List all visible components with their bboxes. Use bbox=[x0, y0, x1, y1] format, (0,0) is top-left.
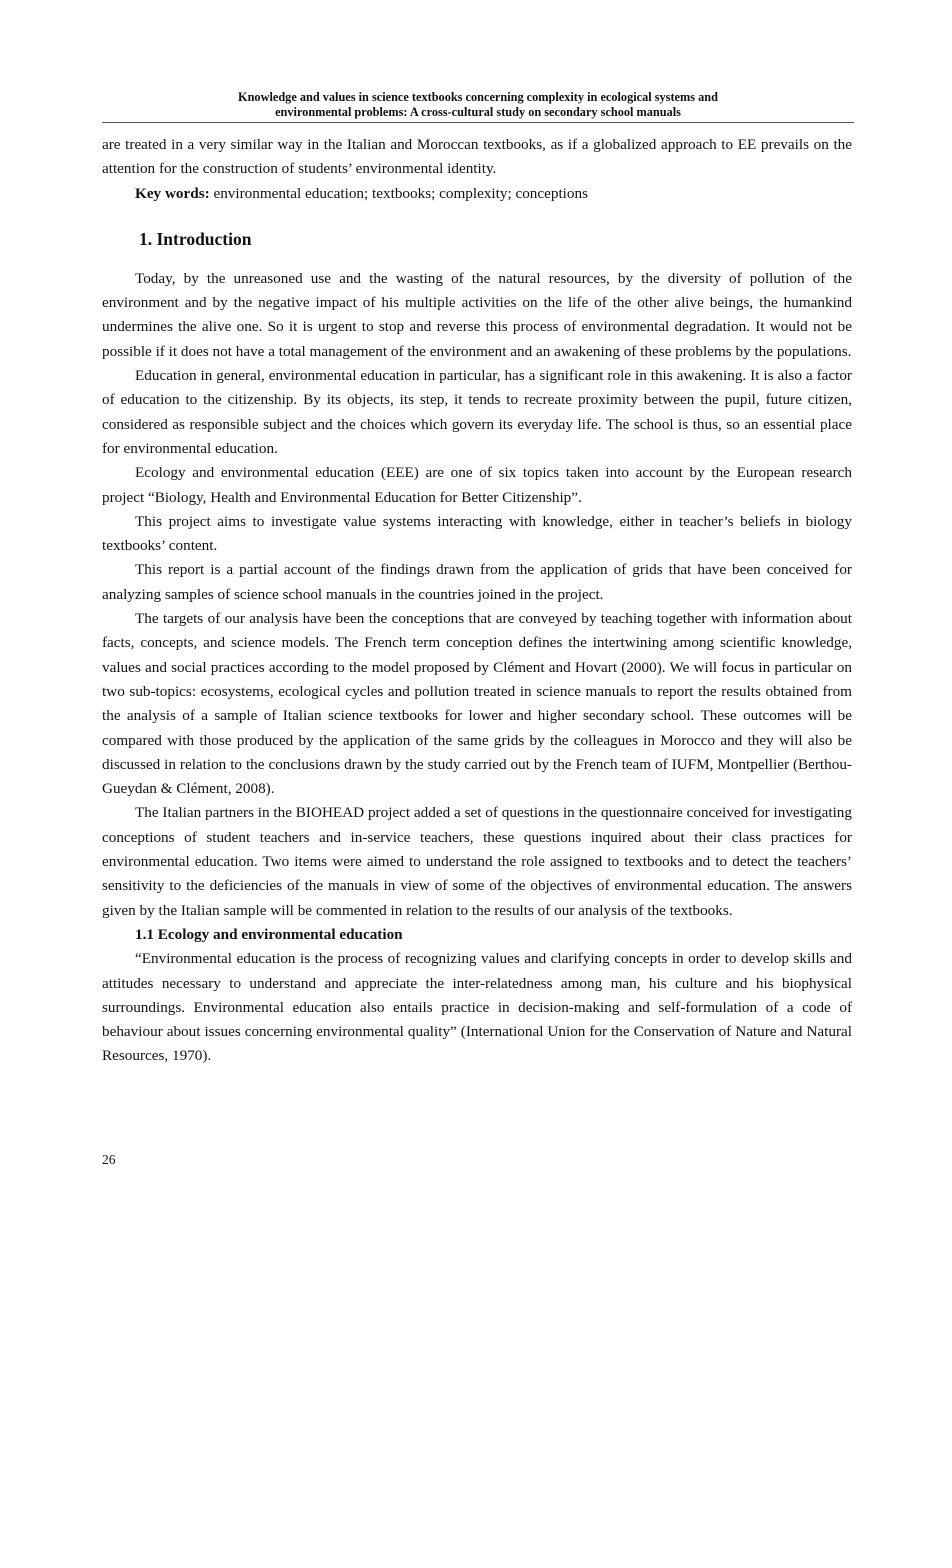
quote-paragraph: “Environmental education is the process of recognizing values and clarifying concepts in order to develop skills and attitudes necessary to understand and appreciate the inter-relatedness among man, his culture and his biophysical surroundings. Environmental education also entails practice in decision-making and self-formulation of a code of behaviour about issues concerning environmental quality” (International Union for the Conservation of Nature and Natural Resources, 1970). bbox=[102, 950, 852, 1065]
running-header bbox=[102, 90, 854, 120]
paragraph: Today, by the unreasoned use and the wasting of the natural resources, by the diversity of pollution of the environment and by the negative impact of his multiple activities on the life of the other alive beings, the humankind undermines the alive one. So it is urgent to stop and reverse this process of environmental degradation. It would not be possible if it does not have a total management of the environment and an awakening of these problems by the populations. bbox=[102, 269, 852, 360]
paragraph: This project aims to investigate value systems interacting with knowledge, either in teacher’s beliefs in biology textbooks’ content. bbox=[102, 512, 852, 555]
subsection-heading: 1.1 Ecology and environmental education bbox=[135, 925, 403, 943]
running-header-line-1: Knowledge and values in science textbooks concerning complexity in ecological systems and bbox=[238, 90, 718, 104]
page-body bbox=[102, 133, 852, 1069]
section-heading: 1. Introduction bbox=[139, 228, 252, 249]
header-divider bbox=[102, 122, 854, 123]
paragraph: Ecology and environmental education (EEE) are one of six topics taken into account by the European research project “Biology, Health and Environmental Education for Better Citizenship”. bbox=[102, 464, 852, 506]
paragraph: Education in general, environmental education in particular, has a significant role in this awakening. It is also a factor of education to the citizenship. By its objects, its step, it tends to recreate proximity between the pupil, future citizen, considered as responsible subject and the choices which govern its everyday life. The school is thus, so an essential place for environmental education. bbox=[102, 367, 852, 457]
page-number: 26 bbox=[102, 1152, 116, 1167]
keywords-label: Key words: bbox=[135, 184, 210, 202]
paragraph: The targets of our analysis have been the conceptions that are conveyed by teaching together with information about facts, concepts, and science models. The French term conception defines the intertwining among scientific knowledge, values and social practices according to the model proposed by Clément and Hovart (2000). We will focus in particular on two sub-topics: ecosystems, ecological cycles and pollution treated in science manuals to report the results obtained from the analysis of a sample of Italian science textbooks for lower and higher secondary school. These outcomes will be compared with those produced by the application of the same grids by the colleagues in Morocco and they will also be discussed in relation to the conclusions drawn by the study carried out by the French team of IUFM, Montpellier (Berthou-Gueydan & Clément, 2008). bbox=[102, 610, 852, 798]
abstract-tail: are treated in a very similar way in the Italian and Moroccan textbooks, as if a globalized approach to EE prevails on the attention for the construction of students’ environmental identity. bbox=[102, 136, 852, 178]
paragraph: This report is a partial account of the findings drawn from the application of grids that have been conceived for analyzing samples of science school manuals in the countries joined in the project. bbox=[102, 561, 852, 603]
paragraph: The Italian partners in the BIOHEAD project added a set of questions in the questionnaire conceived for investigating conceptions of student teachers and in-service teachers, these questions inquired about their class practices for environmental education. Two items were aimed to understand the role assigned to textbooks and to detect the teachers’ sensitivity to the deficiencies of the manuals in view of some of the objectives of environmental education. The answers given by the Italian sample will be commented in relation to the results of our analysis of the textbooks. bbox=[102, 804, 852, 919]
keywords bbox=[102, 182, 852, 206]
keywords-text: environmental education; textbooks; complexity; conceptions bbox=[209, 184, 589, 202]
running-header-line-2: environmental problems: A cross-cultural study on secondary school manuals bbox=[275, 105, 681, 119]
